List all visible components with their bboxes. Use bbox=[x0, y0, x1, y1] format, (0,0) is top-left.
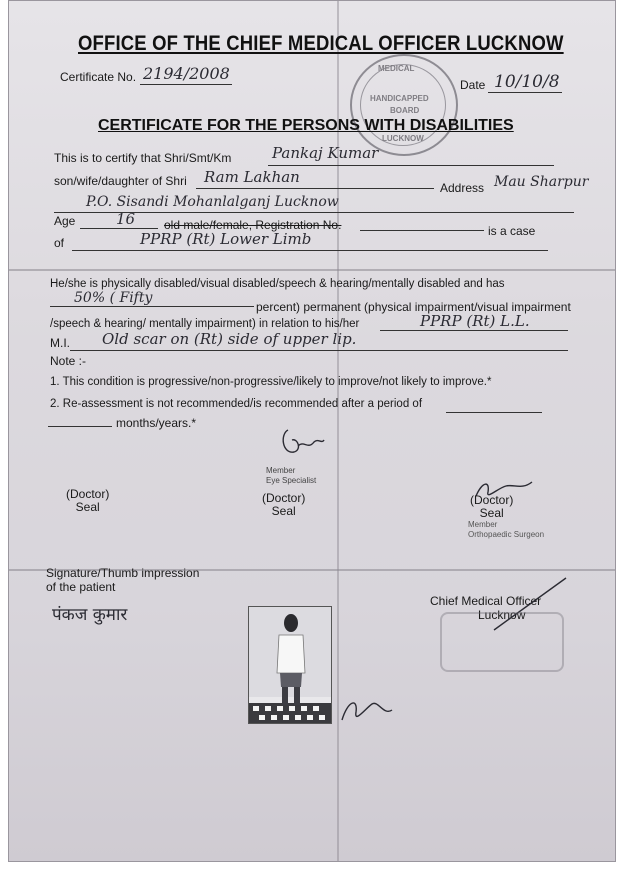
father-name: Ram Lakhan bbox=[204, 168, 300, 186]
member-signature bbox=[278, 424, 326, 458]
patient-photo bbox=[248, 606, 332, 724]
gender-registration-label: old male/female, Registration No. bbox=[164, 218, 342, 232]
doctor-seal-1: (Doctor) Seal bbox=[66, 487, 110, 514]
mi-label: M.I. bbox=[50, 336, 70, 350]
relation-label: son/wife/daughter of Shri bbox=[54, 174, 187, 188]
of-label: of bbox=[54, 236, 65, 250]
fold-line bbox=[9, 269, 615, 271]
months-label: months/years.* bbox=[116, 416, 197, 430]
officer-signature bbox=[336, 690, 396, 730]
patient-name: Pankaj Kumar bbox=[272, 144, 379, 162]
cmo-label-1: Chief Medical Officer bbox=[430, 594, 542, 608]
cmo-stamp bbox=[440, 612, 564, 672]
note-1: 1. This condition is progressive/non-progressive/likely to improve/not likely to improve.* bbox=[50, 376, 492, 388]
address-line-1: Mau Sharpur bbox=[494, 174, 589, 190]
note-label: Note :- bbox=[50, 354, 87, 368]
patient-signature-label-2: of the patient bbox=[46, 580, 116, 594]
member-designation: Member Orthopaedic Surgeon bbox=[468, 520, 545, 539]
address-line-2: P.O. Sisandi Mohanlalganj Lucknow bbox=[86, 194, 339, 210]
date-value: 10/10/8 bbox=[494, 72, 560, 92]
office-title: OFFICE OF THE CHIEF MEDICAL OFFICER LUCKNOW bbox=[78, 32, 564, 55]
certificate-no-label: Certificate No. bbox=[60, 70, 137, 84]
cmo-label-2: Lucknow bbox=[478, 608, 526, 622]
certificate-no-value: 2194/2008 bbox=[143, 64, 230, 83]
disabled-text: He/she is physically disabled/visual disabled/speech & hearing/mentally disabled and has bbox=[50, 278, 505, 290]
patient-signature-label-1: Signature/Thumb impression bbox=[46, 566, 200, 580]
certify-label: This is to certify that Shri/Smt/Km bbox=[54, 151, 232, 165]
is-a-case-label: is a case bbox=[488, 224, 536, 238]
member-designation: Member Eye Specialist bbox=[266, 466, 317, 485]
date-label: Date bbox=[460, 78, 486, 92]
medical-board-stamp: MEDICAL HANDICAPPED BOARD LUCKNOW bbox=[350, 54, 458, 156]
doctor-seal-3: (Doctor) Seal bbox=[470, 493, 514, 520]
address-label: Address bbox=[440, 181, 485, 195]
note-2: 2. Re-assessment is not recommended/is recommended after a period of bbox=[50, 398, 423, 410]
patient-signature: पंकज कुमार bbox=[52, 605, 128, 625]
mi-value: Old scar on (Rt) side of upper lip. bbox=[102, 330, 357, 348]
age-value: 16 bbox=[116, 210, 136, 228]
percent-value: 50% ( Fifty bbox=[74, 290, 153, 306]
case-value: PPRP (Rt) Lower Limb bbox=[140, 230, 312, 248]
percent-label: percent) permanent (physical impairment/visual impairment bbox=[256, 300, 571, 314]
doctor-seal-2: (Doctor) Seal bbox=[262, 491, 306, 518]
certificate-title: CERTIFICATE FOR THE PERSONS WITH DISABILITIES bbox=[98, 117, 514, 134]
speech-text: /speech & hearing/ mentally impairment) in relation to his/her bbox=[50, 318, 360, 330]
age-label: Age bbox=[54, 214, 76, 228]
relation-value: PPRP (Rt) L.L. bbox=[420, 312, 530, 330]
